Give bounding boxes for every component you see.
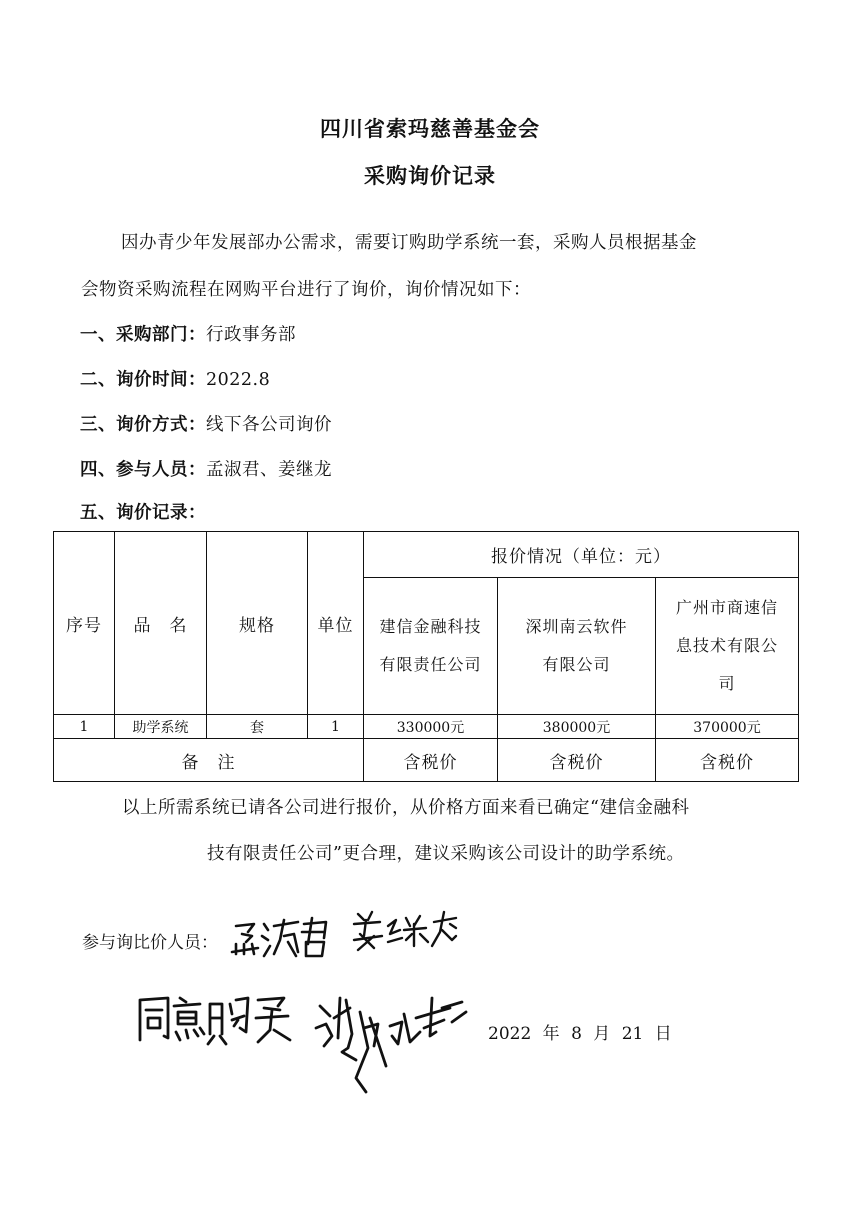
approver-signature	[312, 988, 472, 1098]
table-row	[54, 715, 799, 739]
row-name: 助学系统	[115, 715, 207, 739]
doc-title: 采购询价记录	[364, 164, 496, 188]
company-name-line: 息技术有限公	[675, 636, 778, 655]
quote-table	[53, 531, 799, 782]
section-value: 2022.8	[206, 370, 271, 390]
intro-line-1: 因办青少年发展部办公需求，需要订购助学系统一套，采购人员根据基金	[121, 233, 697, 253]
section-value: 孟淑君、姜继龙	[206, 460, 332, 480]
company-cell	[656, 578, 799, 715]
company-name-line: 建信金融科技	[379, 617, 482, 636]
company-name-line: 有限责任公司	[379, 655, 482, 674]
remark-value: 含税价	[364, 739, 498, 782]
section-records	[80, 499, 206, 524]
remark-value: 含税价	[656, 739, 799, 782]
participants-signature-label: 参与询比价人员：	[82, 933, 218, 953]
row-unit: 1	[308, 715, 364, 739]
row-price: 380000元	[498, 715, 656, 739]
section-participants	[80, 456, 332, 481]
section-value: 线下各公司询价	[206, 415, 332, 435]
section-value: 行政事务部	[206, 325, 296, 345]
company-name-line: 司	[718, 674, 736, 693]
company-name-line: 深圳南云软件	[525, 617, 628, 636]
section-time	[80, 366, 270, 391]
row-spec: 套	[207, 715, 308, 739]
conclusion-line-2: 技有限责任公司”更合理，建议采购该公司设计的助学系统。	[207, 844, 685, 864]
org-name: 四川省索玛慈善基金会	[320, 117, 540, 141]
header-spec: 规格	[207, 532, 308, 715]
header-unit: 单位	[308, 532, 364, 715]
approval-handwriting	[134, 990, 304, 1050]
signature-meng	[228, 912, 333, 962]
header-no: 序号	[54, 532, 115, 715]
table-remark-row	[54, 739, 799, 782]
section-label: 三、询价方式：	[80, 415, 206, 435]
remark-label: 备 注	[54, 739, 364, 782]
table-header-row	[54, 532, 799, 578]
row-no: 1	[54, 715, 115, 739]
signature-jiang	[350, 906, 460, 954]
intro-line-2: 会物资采购流程在网购平台进行了询价，询价情况如下：	[81, 280, 531, 300]
company-name-line: 有限公司	[542, 655, 611, 674]
section-method	[80, 411, 332, 436]
row-price: 330000元	[364, 715, 498, 739]
header-name: 品 名	[115, 532, 207, 715]
company-cell	[364, 578, 498, 715]
row-price: 370000元	[656, 715, 799, 739]
section-label: 一、采购部门：	[80, 325, 206, 345]
company-name-line: 广州市商速信	[675, 598, 778, 617]
company-cell	[498, 578, 656, 715]
section-label: 二、询价时间：	[80, 370, 206, 390]
header-quote-group: 报价情况（单位：元）	[364, 532, 799, 578]
section-label: 五、询价记录：	[80, 503, 206, 523]
section-label: 四、参与人员：	[80, 460, 206, 480]
remark-value: 含税价	[498, 739, 656, 782]
section-department	[80, 321, 296, 346]
conclusion-line-1: 以上所需系统已请各公司进行报价，从价格方面来看已确定“建信金融科	[122, 798, 690, 818]
signing-date: 2022 年 8 月 21 日	[488, 1024, 672, 1044]
